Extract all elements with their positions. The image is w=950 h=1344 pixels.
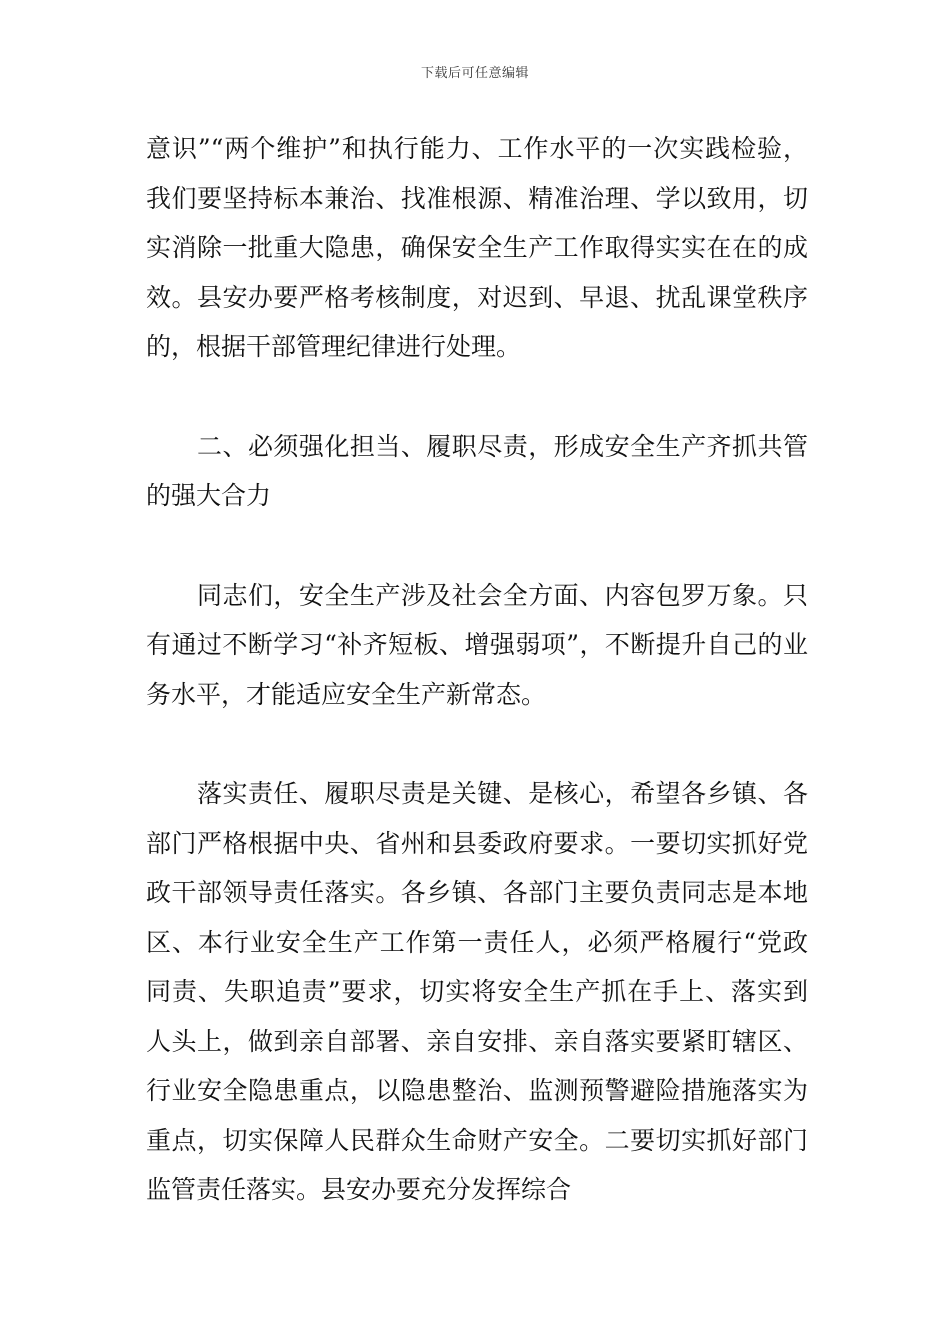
document-body: [146, 124, 808, 1215]
section-heading: 二、必须强化担当、履职尽责，形成安全生产齐抓共管的强大合力: [146, 431, 808, 510]
paragraph: 同志们，安全生产涉及社会全方面、内容包罗万象。只有通过不断学习“补齐短板、增强弱项”，不断提升自己的业务水平，才能适应安全生产新常态。: [146, 580, 808, 709]
paragraph: 落实责任、履职尽责是关键、是核心，希望各乡镇、各部门严格根据中央、省州和县委政府要求。一要切实抓好党政干部领导责任落实。各乡镇、各部门主要负责同志是本地区、本行业安全生产工作第一责任人，必须严格履行“党政同责、失职追责”要求，切实将安全生产抓在手上、落实到人头上，做到亲自部署、亲自安排、亲自落实要紧盯辖区、行业安全隐患重点，以隐患整治、监测预警避险措施落实为重点，切实保障人民群众生命财产安全。二要切实抓好部门监管责任落实。县安办要充分发挥综合: [146, 779, 808, 1204]
paragraph-continuation: 意识”“两个维护”和执行能力、工作水平的一次实践检验，我们要坚持标本兼治、找准根源、精准治理、学以致用，切实消除一批重大隐患，确保安全生产工作取得实实在在的成效。县安办要严格考核制度，对迟到、早退、扰乱课堂秩序的，根据干部管理纪律进行处理。: [146, 134, 808, 361]
page-header: 下载后可任意编辑: [420, 66, 529, 81]
